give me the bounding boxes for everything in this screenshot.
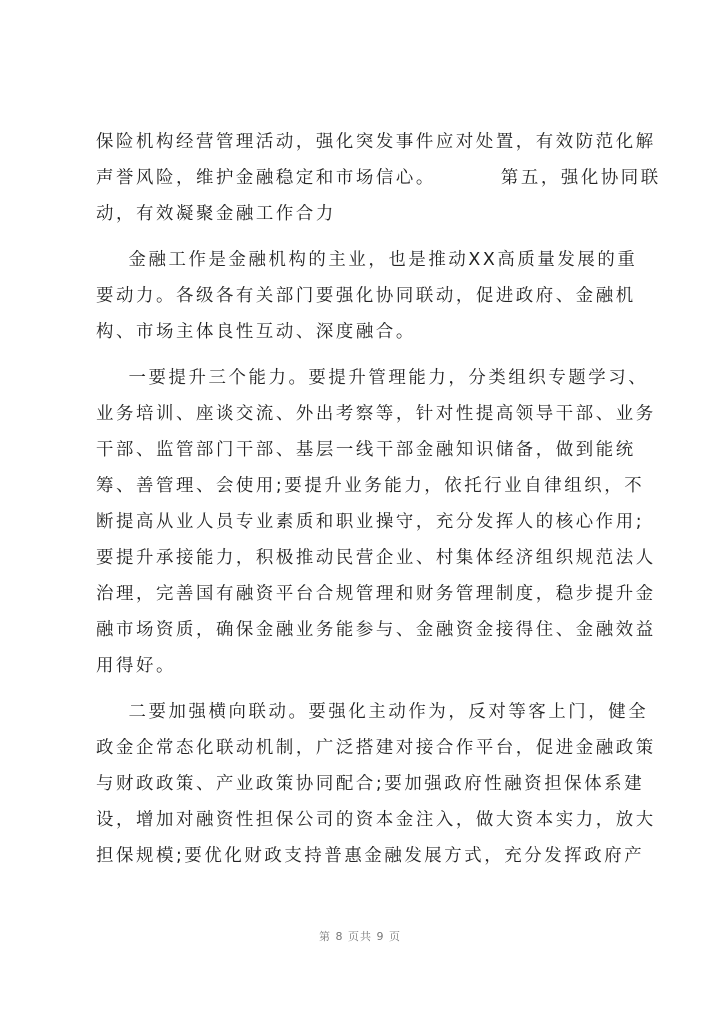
text-line: 断提高从业人员专业素质和职业操守，充分发挥人的核心作用;: [96, 512, 645, 532]
text-line: 声誉风险，维护金融稳定和市场信心。 第五，强化协同联: [96, 168, 661, 188]
text-line: 政金企常态化联动机制，广泛搭建对接合作平台，促进金融政策: [96, 738, 656, 758]
text-line: 融市场资质，确保金融业务能参与、金融资金接得住、金融效益: [96, 620, 656, 640]
text-line: 筹、善管理、会使用;要提升业务能力，依托行业自律组织，不: [96, 476, 645, 496]
text-line: 业务培训、座谈交流、外出考察等，针对性提高领导干部、业务: [96, 404, 656, 424]
text-line: 治理，完善国有融资平台合规管理和财务管理制度，稳步提升金: [96, 584, 656, 604]
text-line: 干部、监管部门干部、基层一线干部金融知识储备，做到能统: [96, 440, 636, 460]
text-line: 构、市场主体良性互动、深度融合。: [96, 322, 416, 342]
text-line: 用得好。: [96, 656, 176, 676]
text-line: 担保规模;要优化财政支持普惠金融发展方式，充分发挥政府产: [96, 846, 645, 866]
text-line: 要动力。各级各有关部门要强化协同联动，促进政府、金融机: [96, 286, 636, 306]
document-body: [96, 124, 661, 874]
text-line: 要提升承接能力，积极推动民营企业、村集体经济组织规范法人: [96, 548, 656, 568]
text-line: 设，增加对融资性担保公司的资本金注入，做大资本实力，放大: [96, 810, 656, 830]
page-number-footer: 第 8 页共 9 页: [319, 930, 401, 943]
text-line: 与财政政策、产业政策协同配合;要加强政府性融资担保体系建: [96, 774, 645, 794]
text-line: 一要提升三个能力。要提升管理能力，分类组织专题学习、: [96, 368, 649, 388]
text-line: 动，有效凝聚金融工作合力: [96, 204, 336, 224]
text-line: 金融工作是金融机构的主业，也是推动XX高质量发展的重: [96, 250, 638, 270]
text-line: 保险机构经营管理活动，强化突发事件应对处置，有效防范化解: [96, 132, 656, 152]
text-line: 二要加强横向联动。要强化主动作为，反对等客上门，健全: [96, 702, 649, 722]
